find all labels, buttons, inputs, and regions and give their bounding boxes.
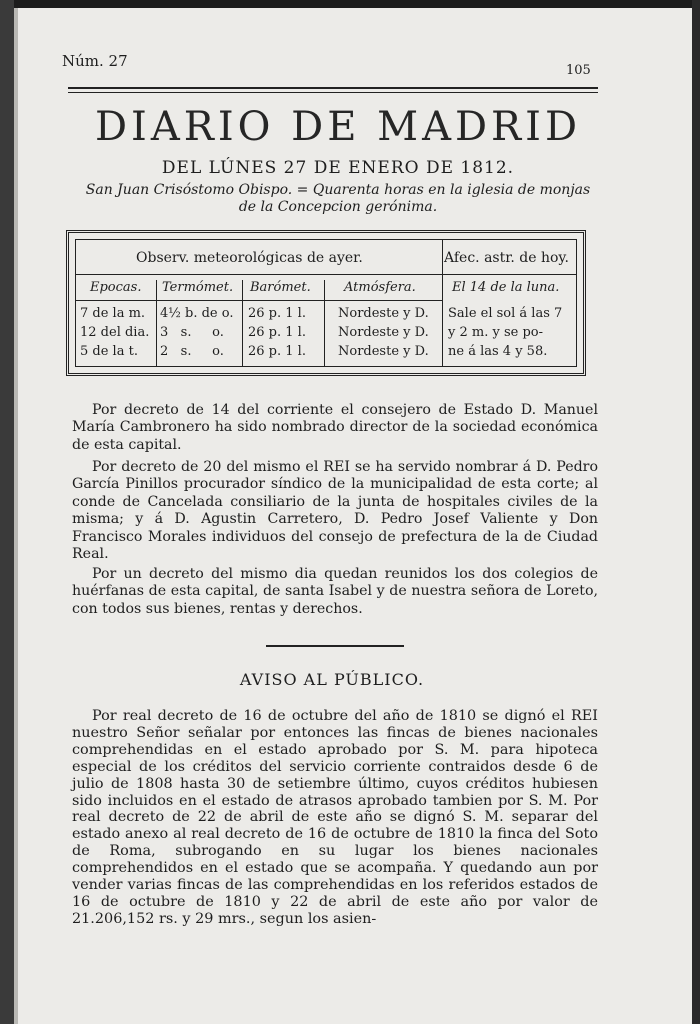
newspaper-page	[14, 8, 692, 1024]
news-paragraph-2: Por decreto de 20 del mismo el REI se ha servido nombrar á D. Pedro García Pinillos procurador síndico de la municipalidad de esta corte; al conde de Cancelada consiliario de la junta de hospitales civiles de la misma; y á D. Agustin Carretero, D. Pedro Josef Valiente y Don Francisco Morales individuos del consejo de prefectura de la de Ciudad Real.	[72, 459, 598, 563]
news-paragraph-3: Por un decreto del mismo dia quedan reunidos los dos colegios de huérfanas de esta capital, de santa Isabel y de nuestra señora de Loreto, con todos sus bienes, rentas y derechos.	[72, 566, 598, 617]
aviso-paragraph: Por real decreto de 16 de octubre del año de 1810 se dignó el REI nuestro Señor señalar por entonces las fincas de bienes nacionales comprehendidas en el estado aprobado por S. M. para hipoteca especial de los créditos del servicio corriente contraidos desde 6 de julio de 1808 hasta 30 de setiembre último, cuyos créditos hubiesen sido incluidos en el estado de atrasos aprobado tambien por S. M. Por real decreto de 22 de abril de este año se dignó S. M. separar del estado anexo al real decreto de 16 de octubre de 1810 la finca del Soto de Roma, subrogando en su lugar los bienes nacionales comprehendidos en el estado que se acompaña. Y quedando aun por vender varias fincas de las comprehendidas en los referidos estados de 16 de octubre de 1810 y 22 de abril de este año por valor de 21.206,152 rs. y 29 mrs., segun los asien-	[72, 708, 598, 927]
section-divider	[266, 645, 404, 647]
table-row: 12 del dia.	[80, 325, 150, 340]
saint-of-day	[68, 182, 608, 216]
atmos-cell: Nordeste y D.	[338, 344, 429, 359]
weather-heading: Observ. meteorológicas de ayer.	[136, 250, 363, 266]
astro-line: y 2 m. y se po-	[448, 325, 543, 340]
newspaper-title: DIARIO DE MADRID	[94, 104, 582, 150]
saint-line-2: de la Concepcion gerónima.	[238, 199, 438, 215]
atmos-cell: Nordeste y D.	[338, 325, 429, 340]
barom-cell: 26 p. 1 l.	[248, 344, 306, 359]
therm-cell: 3 s. o.	[160, 325, 224, 340]
masthead-rule-thin	[68, 92, 598, 93]
col-epocas: Epocas.	[90, 280, 142, 295]
col-termometro: Termómet.	[162, 280, 234, 295]
col-atmosfera: Atmósfera.	[344, 280, 416, 295]
aviso-heading: AVISO AL PÚBLICO.	[239, 670, 425, 689]
col-luna: El 14 de la luna.	[452, 280, 560, 295]
therm-cell: 4½ b. de o.	[160, 306, 234, 321]
table-row: 5 de la t.	[80, 344, 138, 359]
col-barometro: Barómet.	[250, 280, 311, 295]
page-number: 105	[566, 63, 591, 78]
masthead-rule	[68, 87, 598, 89]
issue-number: Núm. 27	[62, 52, 128, 70]
astro-heading: Afec. astr. de hoy.	[444, 250, 569, 266]
astro-line: Sale el sol á las 7	[448, 306, 563, 321]
weather-table	[66, 230, 586, 376]
atmos-cell: Nordeste y D.	[338, 306, 429, 321]
barom-cell: 26 p. 1 l.	[248, 325, 306, 340]
table-row: 7 de la m.	[80, 306, 146, 321]
astro-line: ne á las 4 y 58.	[448, 344, 548, 359]
dateline: DEL LÚNES 27 DE ENERO DE 1812.	[161, 158, 515, 178]
saint-line-1: San Juan Crisóstomo Obispo. = Quarenta horas en la iglesia de monjas	[85, 182, 591, 198]
book-spine	[0, 0, 14, 1024]
barom-cell: 26 p. 1 l.	[248, 306, 306, 321]
page-edge	[692, 0, 700, 1024]
news-paragraph-1: Por decreto de 14 del corriente el consejero de Estado D. Manuel María Cambronero ha sido nombrado director de la sociedad económica de esta capital.	[72, 402, 598, 453]
therm-cell: 2 s. o.	[160, 344, 224, 359]
